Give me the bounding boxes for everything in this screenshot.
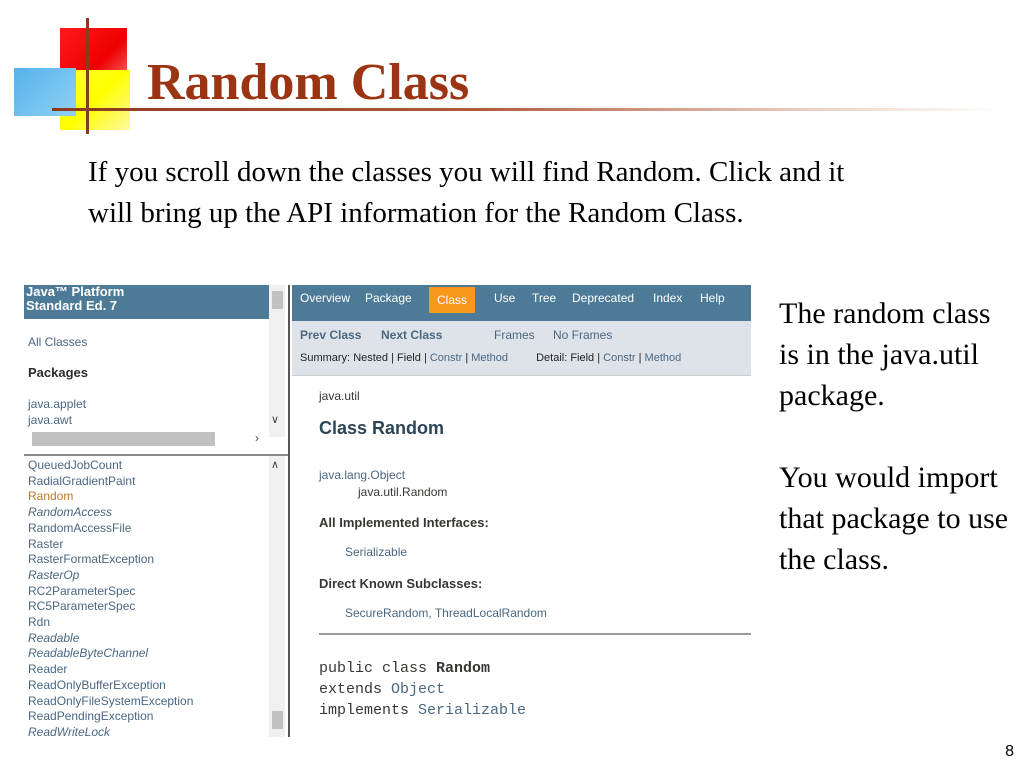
next-class-link[interactable]: Next Class [381,328,443,342]
class-list-item[interactable]: ReadOnlyBufferException [28,677,166,692]
inheritance-self: java.util.Random [358,485,448,499]
summary-field: Field [397,352,421,364]
separator: | [638,352,642,364]
declaration-superclass-link[interactable]: Object [391,681,446,698]
nav-tab-package[interactable]: Package [365,291,412,305]
interfaces-heading: All Implemented Interfaces: [319,515,489,530]
summary-detail-row [300,352,681,364]
all-classes-link[interactable]: All Classes [28,335,88,349]
class-list-item[interactable]: ReadPendingException [28,709,154,724]
class-list-item[interactable]: RandomAccessFile [28,520,132,535]
class-list-item[interactable]: Reader [28,662,68,677]
side-note [779,293,1009,580]
declaration-line-class [319,660,490,677]
intro-text: If you scroll down the classes you will find Random. Click and it will bring up the API information for the Random Class. [88,156,845,229]
summary-constr-link[interactable]: Constr [429,352,463,364]
chevron-down-icon[interactable]: ∨ [271,414,280,426]
packages-heading: Packages [28,365,88,380]
nav-tab-class[interactable]: Class [429,287,475,313]
detail-constr-link[interactable]: Constr [603,352,636,364]
packages-frame [24,285,288,453]
class-package-name: java.util [319,389,360,403]
top-navigation-bar [292,285,751,321]
classes-vertical-scrollbar[interactable] [269,456,285,737]
nav-tab-use[interactable]: Use [494,291,516,305]
detail-label: Detail: [536,352,568,364]
class-list-item[interactable]: RC5ParameterSpec [28,599,136,614]
class-list-item[interactable]: RadialGradientPaint [28,473,136,488]
class-list-item[interactable]: Rdn [28,615,51,630]
class-list-item[interactable]: ReadableByteChannel [28,646,149,661]
nav-tab-tree[interactable]: Tree [532,291,557,305]
javadoc-screenshot [24,285,751,737]
class-list-item[interactable]: ReadOnlyFileSystemException [28,693,194,708]
class-list-item[interactable]: Raster [28,536,64,551]
detail-method-link[interactable]: Method [644,352,682,364]
separator: | [597,352,601,364]
nav-tab-deprecated[interactable]: Deprecated [572,291,635,305]
horizontal-scroll-thumb[interactable] [32,432,215,446]
class-list-item[interactable]: ReadWriteLock [28,724,111,737]
classes-frame [24,456,288,737]
declaration-interface-link[interactable]: Serializable [418,702,527,719]
interfaces-link[interactable]: Serializable [345,545,408,559]
package-link-java-applet[interactable]: java.applet [28,397,87,411]
nav-tab-index[interactable]: Index [653,291,683,305]
class-list [28,458,193,737]
column-divider[interactable] [288,285,290,737]
platform-header-line1: Java™ Platform [26,285,125,299]
declaration-keyword: implements [319,702,419,719]
nav-tab-overview[interactable]: Overview [300,291,351,305]
chevron-up-icon[interactable]: ∧ [271,459,280,471]
summary-nested: Nested [353,352,389,364]
nav-tab-help[interactable]: Help [700,291,725,305]
class-doc-frame [292,285,751,737]
platform-header-line2: Standard Ed. 7 [26,298,118,313]
summary-label: Summary: [300,352,351,364]
class-title: Class Random [319,418,445,438]
slide-title: Random Class [147,54,470,111]
frames-link[interactable]: Frames [494,328,535,342]
packages-scroll-thumb[interactable] [272,291,283,309]
no-frames-link[interactable]: No Frames [553,328,613,342]
page-number: 8 [1005,743,1014,760]
subclasses-heading: Direct Known Subclasses: [319,576,483,591]
section-divider [319,633,751,635]
package-link-java-awt[interactable]: java.awt [28,413,73,427]
chevron-right-icon[interactable]: › [255,431,259,445]
declaration-class-name: Random [436,660,491,677]
class-list-item[interactable]: RandomAccess [28,505,113,520]
packages-horizontal-scrollbar[interactable] [24,430,269,448]
summary-method-link[interactable]: Method [471,352,508,364]
platform-header [24,285,269,319]
title-decoration-vertical-rule [86,18,89,134]
declaration-line-extends [319,681,445,698]
prev-class-link[interactable]: Prev Class [300,328,362,342]
class-list-item[interactable]: RasterOp [28,567,80,582]
separator: | [423,352,427,364]
separator: | [391,352,394,364]
sub-navigation-bar [292,321,751,376]
class-list-item[interactable]: Random [28,489,74,504]
separator: | [465,352,469,364]
side-note-package: The random class is in the java.util package. [779,297,991,412]
detail-field: Field [570,352,595,364]
classes-scroll-thumb[interactable] [272,711,283,729]
declaration-line-implements [319,702,526,719]
class-list-item[interactable]: RasterFormatException [28,552,155,567]
subclasses-links[interactable]: SecureRandom, ThreadLocalRandom [345,606,547,620]
side-note-import: You would import that package to use the class. [779,461,1009,576]
class-list-item[interactable]: Readable [28,630,80,645]
declaration-keyword: public class [319,660,437,677]
packages-vertical-scrollbar[interactable] [269,285,285,437]
declaration-keyword: extends [319,681,392,698]
inheritance-parent-link[interactable]: java.lang.Object [319,468,406,482]
class-list-item[interactable]: RC2ParameterSpec [28,583,136,598]
class-list-item[interactable]: QueuedJobCount [28,458,123,472]
